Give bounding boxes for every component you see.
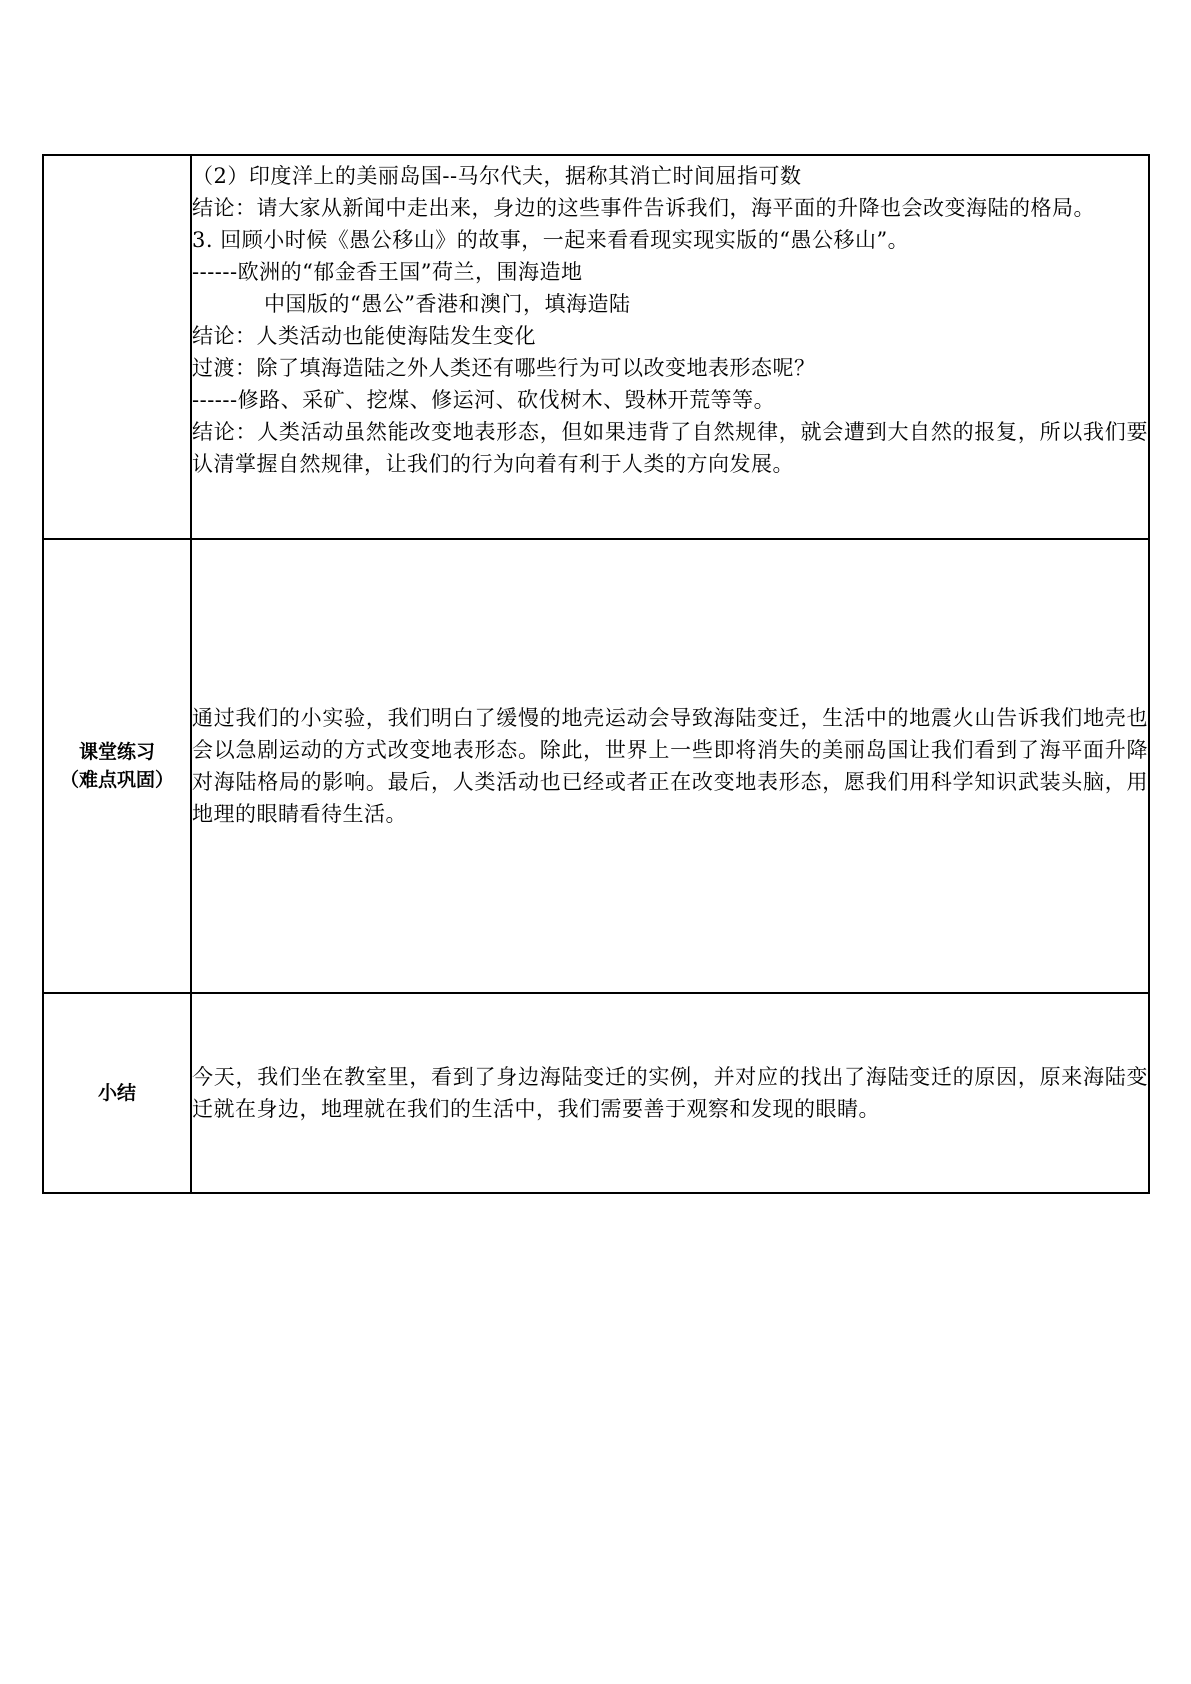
lesson-plan-table [42, 154, 1150, 1194]
list-item: 中国版的“愚公”香港和澳门，填海造陆 [264, 292, 631, 316]
conclusion-text: 结论：人类活动虽然能改变地表形态，但如果违背了自然规律，就会遭到大自然的报复，所以我们要认清掌握自然规律，让我们的行为向着有利于人类的方向发展。 [192, 420, 1148, 476]
conclusion-text: 结论：人类活动也能使海陆发生变化 [192, 324, 536, 348]
row-label [43, 993, 191, 1193]
table-row [43, 993, 1149, 1193]
row-content [191, 993, 1149, 1193]
list-item: （2）印度洋上的美丽岛国--马尔代夫，据称其消亡时间屈指可数 [192, 164, 802, 188]
row-label [43, 539, 191, 993]
row-content [191, 155, 1149, 539]
list-item: ------欧洲的“郁金香王国”荷兰，围海造地 [192, 260, 583, 284]
table-row [43, 539, 1149, 993]
row-label-line: 课堂练习 [78, 741, 155, 763]
transition-text: 过渡：除了填海造陆之外人类还有哪些行为可以改变地表形态呢？ [192, 356, 816, 380]
row-label-empty [43, 155, 191, 539]
list-item: ------修路、采矿、挖煤、修运河、砍伐树木、毁林开荒等等。 [192, 388, 776, 412]
practice-text: 通过我们的小实验，我们明白了缓慢的地壳运动会导致海陆变迁，生活中的地震火山告诉我们地壳也会以急剧运动的方式改变地表形态。除此，世界上一些即将消失的美丽岛国让我们看到了海平面升降对海陆格局的影响。最后，人类活动也已经或者正在改变地表形态，愿我们用科学知识武装头脑，用地理的眼睛看待生活。 [192, 706, 1148, 826]
conclusion-text: 结论：请大家从新闻中走出来，身边的这些事件告诉我们，海平面的升降也会改变海陆的格局。 [192, 196, 1095, 220]
row-label-line: （难点巩固） [59, 769, 174, 791]
table-row [43, 155, 1149, 539]
row-content [191, 539, 1149, 993]
list-item: 3. 回顾小时候《愚公移山》的故事，一起来看看现实现实版的“愚公移山”。 [192, 228, 910, 252]
summary-text: 今天，我们坐在教室里，看到了身边海陆变迁的实例，并对应的找出了海陆变迁的原因，原来海陆变迁就在身边，地理就在我们的生活中，我们需要善于观察和发现的眼睛。 [192, 1065, 1148, 1121]
row-label-line: 小结 [97, 1082, 136, 1104]
